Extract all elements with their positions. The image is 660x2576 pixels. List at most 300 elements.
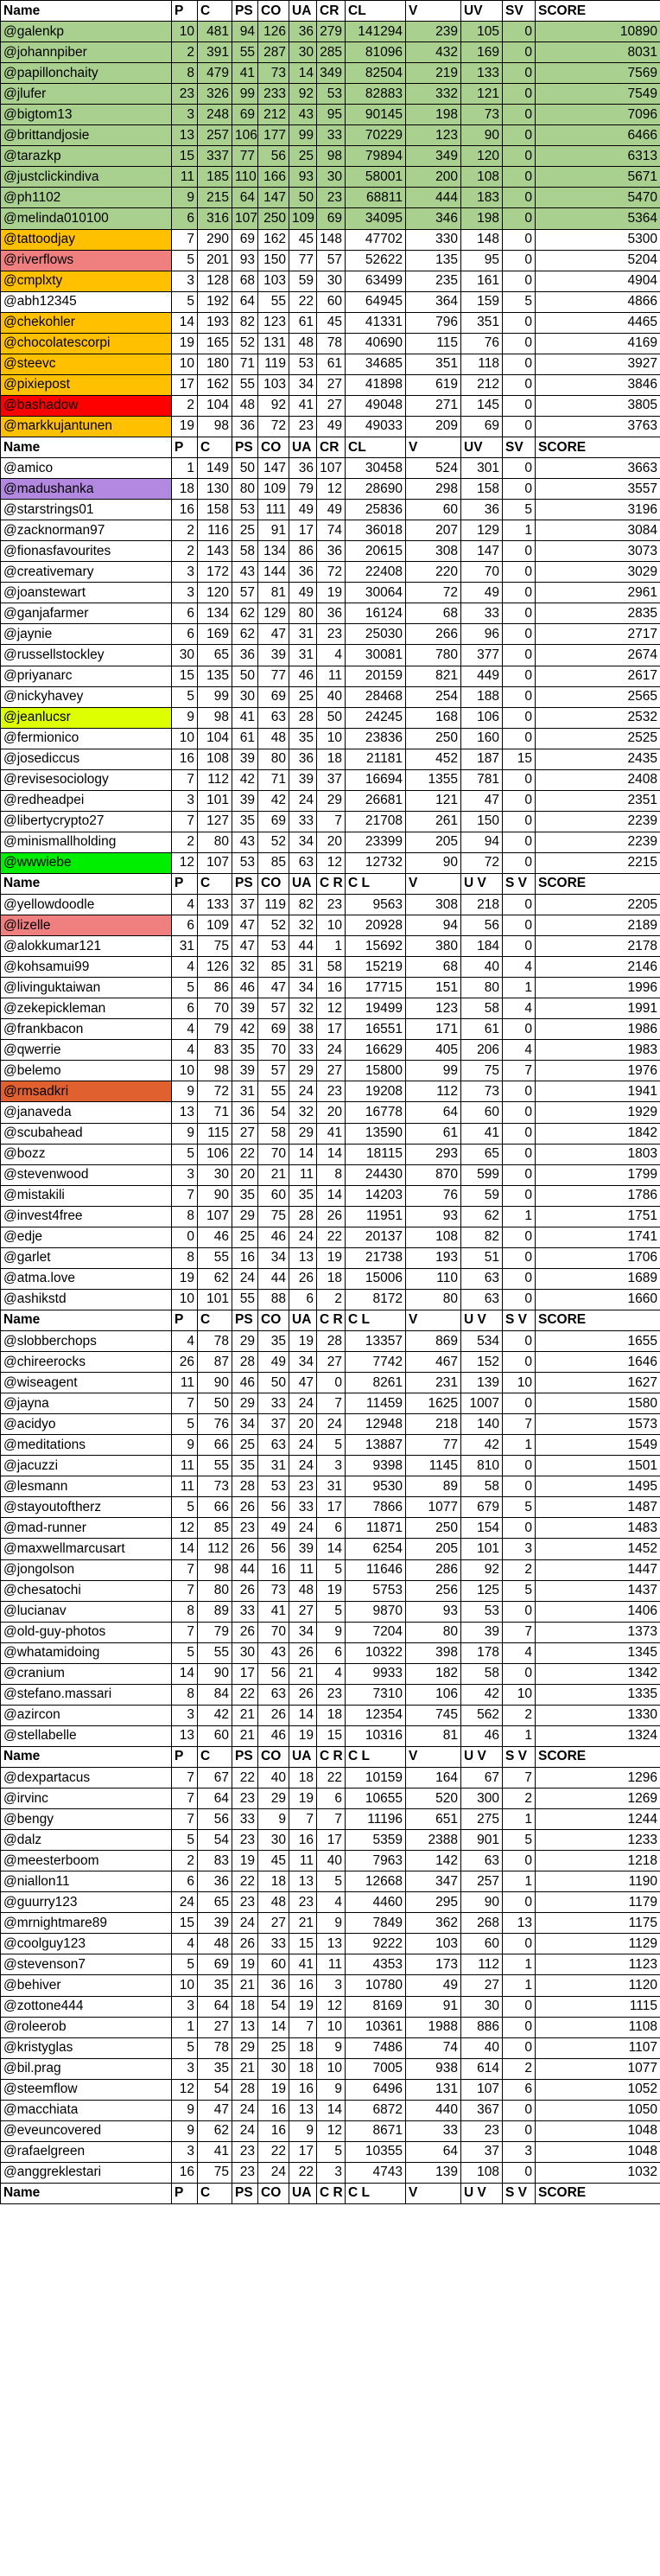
table-row (1, 1642, 660, 1663)
cell-cr: 107 (317, 458, 346, 479)
user-name-cell: @dalz (1, 1830, 172, 1851)
user-name-cell: @tarazkp (1, 146, 172, 167)
table-row (1, 1892, 660, 1913)
cell-cr: 148 (317, 229, 346, 250)
table-row (1, 583, 660, 603)
cell-ps: 110 (232, 167, 258, 188)
cell-p: 8 (172, 63, 198, 84)
cell-uv: 42 (461, 1435, 503, 1456)
column-header-c: C (198, 1310, 232, 1330)
cell-ps: 69 (232, 229, 258, 250)
cell-cl: 30064 (346, 583, 406, 603)
cell-v: 121 (406, 790, 461, 811)
cell-cl: 7866 (346, 1497, 406, 1518)
cell-ps: 16 (232, 1247, 258, 1268)
table-row (1, 1435, 660, 1456)
cell-score: 7569 (536, 63, 660, 84)
cell-sv: 0 (503, 2017, 536, 2037)
cell-p: 6 (172, 1871, 198, 1892)
user-name-cell: @behiver (1, 1975, 172, 1996)
cell-uv: 184 (461, 936, 503, 957)
cell-sv: 7 (503, 1414, 536, 1435)
cell-sv: 0 (503, 271, 536, 291)
cell-c: 47 (198, 2100, 232, 2120)
cell-ps: 55 (232, 42, 258, 63)
cell-uv: 36 (461, 500, 503, 520)
user-name-cell: @rmsadkri (1, 1081, 172, 1102)
cell-cr: 3 (317, 2162, 346, 2183)
cell-ps: 29 (232, 1206, 258, 1227)
cell-uv: 139 (461, 1373, 503, 1393)
cell-p: 8 (172, 1684, 198, 1705)
cell-co: 26 (258, 1705, 289, 1725)
cell-v: 349 (406, 146, 461, 167)
cell-p: 26 (172, 1352, 198, 1373)
cell-v: 93 (406, 1601, 461, 1622)
cell-cr: 10 (317, 915, 346, 936)
column-header-cl: C L (346, 1746, 406, 1767)
cell-ps: 29 (232, 1331, 258, 1352)
cell-p: 14 (172, 312, 198, 333)
cell-v: 870 (406, 1164, 461, 1185)
cell-uv: 67 (461, 1767, 503, 1788)
cell-ps: 99 (232, 84, 258, 105)
cell-v: 49 (406, 1975, 461, 1996)
cell-ua: 11 (289, 1164, 317, 1185)
user-name-cell: @jaynie (1, 624, 172, 645)
cell-cl: 7849 (346, 1913, 406, 1934)
cell-co: 24 (258, 2162, 289, 2183)
cell-ua: 14 (289, 1144, 317, 1164)
cell-co: 126 (258, 22, 289, 42)
cell-cl: 9222 (346, 1934, 406, 1954)
cell-ps: 42 (232, 769, 258, 790)
cell-ua: 35 (289, 1185, 317, 1206)
cell-v: 205 (406, 1539, 461, 1559)
cell-cl: 17715 (346, 978, 406, 998)
cell-ua: 79 (289, 479, 317, 500)
cell-ps: 28 (232, 1476, 258, 1497)
cell-p: 7 (172, 1559, 198, 1580)
table-row (1, 1809, 660, 1830)
cell-ps: 52 (232, 333, 258, 354)
cell-v: 80 (406, 1622, 461, 1642)
cell-cr: 50 (317, 707, 346, 728)
cell-ps: 35 (232, 1040, 258, 1061)
cell-cl: 34095 (346, 208, 406, 229)
cell-ps: 33 (232, 1601, 258, 1622)
cell-cr: 9 (317, 1622, 346, 1642)
cell-uv: 106 (461, 707, 503, 728)
cell-score: 5470 (536, 188, 660, 208)
table-row (1, 1352, 660, 1373)
cell-cl: 6496 (346, 2079, 406, 2100)
user-name-cell: @slobberchops (1, 1331, 172, 1352)
cell-c: 66 (198, 1435, 232, 1456)
cell-cl: 82883 (346, 84, 406, 105)
user-name-cell: @pixiepost (1, 374, 172, 395)
cell-co: 77 (258, 666, 289, 686)
cell-co: 73 (258, 63, 289, 84)
cell-score: 2146 (536, 957, 660, 978)
cell-co: 53 (258, 936, 289, 957)
cell-co: 39 (258, 645, 289, 666)
cell-cl: 26681 (346, 790, 406, 811)
cell-cr: 9 (317, 1913, 346, 1934)
cell-co: 41 (258, 1601, 289, 1622)
cell-score: 1190 (536, 1871, 660, 1892)
cell-uv: 46 (461, 1725, 503, 1746)
cell-co: 69 (258, 811, 289, 832)
cell-uv: 187 (461, 749, 503, 769)
cell-v: 266 (406, 624, 461, 645)
cell-cr: 31 (317, 1476, 346, 1497)
cell-co: 63 (258, 707, 289, 728)
cell-ps: 39 (232, 998, 258, 1019)
cell-uv: 150 (461, 811, 503, 832)
cell-ua: 31 (289, 957, 317, 978)
column-header-v: V (406, 1310, 461, 1330)
cell-cl: 63499 (346, 271, 406, 291)
user-name-cell: @jayna (1, 1393, 172, 1414)
cell-ps: 26 (232, 1580, 258, 1601)
cell-c: 79 (198, 1019, 232, 1040)
user-name-cell: @chekohler (1, 312, 172, 333)
cell-score: 1123 (536, 1954, 660, 1975)
cell-c: 185 (198, 167, 232, 188)
cell-v: 200 (406, 167, 461, 188)
cell-co: 43 (258, 1642, 289, 1663)
cell-p: 31 (172, 936, 198, 957)
column-header-ps: PS (232, 437, 258, 457)
cell-score: 1689 (536, 1268, 660, 1289)
cell-uv: 51 (461, 1247, 503, 1268)
table-row (1, 1725, 660, 1746)
cell-score: 2961 (536, 583, 660, 603)
column-header-c: C (198, 2183, 232, 2203)
cell-cl: 10316 (346, 1725, 406, 1746)
cell-v: 235 (406, 271, 461, 291)
cell-score: 1751 (536, 1206, 660, 1227)
cell-cl: 12732 (346, 852, 406, 873)
cell-uv: 188 (461, 686, 503, 707)
cell-v: 261 (406, 811, 461, 832)
cell-cr: 14 (317, 1144, 346, 1164)
cell-c: 64 (198, 1996, 232, 2017)
cell-c: 86 (198, 978, 232, 998)
column-header-score: SCORE (536, 1310, 660, 1330)
cell-ps: 36 (232, 645, 258, 666)
table-row (1, 1373, 660, 1393)
user-name-cell: @abh12345 (1, 291, 172, 312)
cell-ps: 19 (232, 1954, 258, 1975)
cell-p: 3 (172, 2058, 198, 2079)
user-name-cell: @azircon (1, 1705, 172, 1725)
cell-v: 432 (406, 42, 461, 63)
user-name-cell: @livinguktaiwan (1, 978, 172, 998)
cell-uv: 73 (461, 105, 503, 125)
cell-score: 5671 (536, 167, 660, 188)
cell-co: 147 (258, 188, 289, 208)
user-name-cell: @garlet (1, 1247, 172, 1268)
cell-ps: 55 (232, 374, 258, 395)
table-row (1, 624, 660, 645)
cell-cr: 53 (317, 84, 346, 105)
cell-p: 4 (172, 1934, 198, 1954)
cell-co: 60 (258, 1185, 289, 1206)
column-header-cl: C L (346, 2183, 406, 2203)
cell-score: 1495 (536, 1476, 660, 1497)
cell-v: 99 (406, 1061, 461, 1081)
cell-score: 1452 (536, 1539, 660, 1559)
cell-ua: 49 (289, 500, 317, 520)
cell-sv: 0 (503, 2120, 536, 2141)
cell-p: 3 (172, 1996, 198, 2017)
cell-ua: 36 (289, 562, 317, 583)
cell-v: 60 (406, 500, 461, 520)
cell-v: 346 (406, 208, 461, 229)
cell-sv: 0 (503, 1144, 536, 1164)
cell-ps: 28 (232, 1352, 258, 1373)
table-row (1, 2017, 660, 2037)
cell-ps: 69 (232, 105, 258, 125)
cell-v: 64 (406, 1102, 461, 1123)
column-header-score: SCORE (536, 437, 660, 457)
cell-ua: 24 (289, 1435, 317, 1456)
cell-sv: 0 (503, 22, 536, 42)
cell-ua: 39 (289, 1539, 317, 1559)
cell-score: 2565 (536, 686, 660, 707)
cell-p: 2 (172, 1851, 198, 1871)
cell-cr: 14 (317, 2100, 346, 2120)
table-row (1, 1102, 660, 1123)
cell-ua: 34 (289, 1622, 317, 1642)
cell-ua: 9 (289, 2120, 317, 2141)
cell-cr: 2 (317, 1289, 346, 1310)
cell-sv: 0 (503, 416, 536, 437)
cell-ps: 26 (232, 1539, 258, 1559)
cell-cl: 9563 (346, 895, 406, 915)
column-header-name: Name (1, 437, 172, 457)
cell-c: 78 (198, 2037, 232, 2058)
cell-cl: 7963 (346, 1851, 406, 1871)
cell-ua: 26 (289, 1684, 317, 1705)
cell-uv: 30 (461, 1996, 503, 2017)
cell-co: 52 (258, 915, 289, 936)
table-row (1, 1476, 660, 1497)
cell-cr: 19 (317, 1580, 346, 1601)
table-row (1, 1559, 660, 1580)
cell-c: 215 (198, 188, 232, 208)
cell-ps: 24 (232, 2100, 258, 2120)
cell-ua: 61 (289, 312, 317, 333)
column-header-cr: C R (317, 2183, 346, 2203)
cell-v: 131 (406, 2079, 461, 2100)
cell-sv: 0 (503, 2037, 536, 2058)
cell-ua: 63 (289, 852, 317, 873)
table-row (1, 1185, 660, 1206)
cell-ua: 41 (289, 395, 317, 416)
cell-cr: 20 (317, 1102, 346, 1123)
user-name-cell: @bigtom13 (1, 105, 172, 125)
cell-cr: 0 (317, 1373, 346, 1393)
cell-score: 1627 (536, 1373, 660, 1393)
cell-cl: 141294 (346, 22, 406, 42)
cell-cr: 4 (317, 1663, 346, 1684)
user-name-cell: @johannpiber (1, 42, 172, 63)
cell-score: 7096 (536, 105, 660, 125)
cell-c: 130 (198, 479, 232, 500)
cell-p: 2 (172, 42, 198, 63)
cell-co: 30 (258, 2058, 289, 2079)
cell-cr: 5 (317, 1871, 346, 1892)
cell-p: 7 (172, 769, 198, 790)
cell-c: 90 (198, 1663, 232, 1684)
table-row (1, 728, 660, 749)
cell-uv: 49 (461, 583, 503, 603)
cell-uv: 133 (461, 63, 503, 84)
cell-cl: 30458 (346, 458, 406, 479)
cell-sv: 2 (503, 1705, 536, 1725)
cell-c: 75 (198, 2162, 232, 2183)
cell-v: 94 (406, 915, 461, 936)
table-row (1, 1331, 660, 1352)
user-name-cell: @lesmann (1, 1476, 172, 1497)
cell-c: 337 (198, 146, 232, 167)
cell-c: 98 (198, 1061, 232, 1081)
column-header-v: V (406, 873, 461, 894)
cell-c: 76 (198, 1414, 232, 1435)
cell-score: 3927 (536, 354, 660, 374)
cell-p: 1 (172, 2017, 198, 2037)
cell-p: 5 (172, 1954, 198, 1975)
cell-uv: 810 (461, 1456, 503, 1476)
cell-ps: 53 (232, 500, 258, 520)
cell-sv: 0 (503, 1081, 536, 1102)
column-header-ua: UA (289, 1746, 317, 1767)
cell-c: 39 (198, 1913, 232, 1934)
cell-c: 41 (198, 2141, 232, 2162)
cell-uv: 121 (461, 84, 503, 105)
table-row (1, 895, 660, 915)
cell-sv: 0 (503, 395, 536, 416)
cell-sv: 1 (503, 1975, 536, 1996)
column-header-uv: U V (461, 1310, 503, 1330)
user-name-cell: @amico (1, 458, 172, 479)
cell-sv: 5 (503, 1497, 536, 1518)
cell-ps: 64 (232, 188, 258, 208)
cell-score: 3846 (536, 374, 660, 395)
cell-cl: 79894 (346, 146, 406, 167)
cell-c: 391 (198, 42, 232, 63)
cell-p: 5 (172, 686, 198, 707)
cell-ps: 71 (232, 354, 258, 374)
cell-score: 1660 (536, 1289, 660, 1310)
column-header-score: SCORE (536, 1, 660, 22)
cell-p: 15 (172, 666, 198, 686)
cell-score: 1941 (536, 1081, 660, 1102)
cell-v: 139 (406, 2162, 461, 2183)
cell-cr: 14 (317, 1539, 346, 1559)
cell-ua: 38 (289, 1019, 317, 1040)
table-row (1, 271, 660, 291)
cell-cr: 10 (317, 2017, 346, 2037)
cell-score: 6466 (536, 125, 660, 146)
table-row (1, 84, 660, 105)
cell-co: 49 (258, 1518, 289, 1539)
cell-ps: 25 (232, 1227, 258, 1247)
cell-ps: 22 (232, 1767, 258, 1788)
cell-ps: 80 (232, 479, 258, 500)
cell-co: 212 (258, 105, 289, 125)
cell-cl: 11196 (346, 1809, 406, 1830)
cell-cr: 12 (317, 479, 346, 500)
cell-co: 91 (258, 520, 289, 541)
cell-c: 98 (198, 1559, 232, 1580)
cell-v: 77 (406, 1435, 461, 1456)
cell-cr: 15 (317, 1725, 346, 1746)
cell-c: 71 (198, 1102, 232, 1123)
cell-c: 316 (198, 208, 232, 229)
cell-score: 2408 (536, 769, 660, 790)
cell-v: 440 (406, 2100, 461, 2120)
cell-ps: 57 (232, 583, 258, 603)
cell-cl: 8169 (346, 1996, 406, 2017)
cell-cl: 70229 (346, 125, 406, 146)
column-header-c: C (198, 437, 232, 457)
cell-ps: 24 (232, 1913, 258, 1934)
cell-cl: 20137 (346, 1227, 406, 1247)
cell-ua: 32 (289, 998, 317, 1019)
cell-ps: 19 (232, 1851, 258, 1871)
cell-p: 0 (172, 1227, 198, 1247)
cell-p: 14 (172, 1663, 198, 1684)
cell-cr: 17 (317, 1497, 346, 1518)
cell-p: 11 (172, 167, 198, 188)
cell-ua: 26 (289, 1642, 317, 1663)
cell-sv: 4 (503, 957, 536, 978)
cell-co: 52 (258, 832, 289, 852)
table-row (1, 1684, 660, 1705)
cell-v: 103 (406, 1934, 461, 1954)
table-row (1, 1414, 660, 1435)
cell-co: 21 (258, 1164, 289, 1185)
cell-score: 2835 (536, 603, 660, 624)
user-name-cell: @markkujantunen (1, 416, 172, 437)
cell-cr: 37 (317, 769, 346, 790)
column-header-cr: CR (317, 437, 346, 457)
user-name-cell: @wwwiebe (1, 852, 172, 873)
cell-sv: 4 (503, 1040, 536, 1061)
cell-ua: 39 (289, 769, 317, 790)
cell-p: 7 (172, 1580, 198, 1601)
cell-ps: 39 (232, 1061, 258, 1081)
cell-p: 1 (172, 458, 198, 479)
cell-uv: 159 (461, 291, 503, 312)
cell-ps: 68 (232, 271, 258, 291)
column-header-v: V (406, 437, 461, 457)
cell-score: 1483 (536, 1518, 660, 1539)
cell-p: 16 (172, 2162, 198, 2183)
cell-cr: 10 (317, 728, 346, 749)
cell-sv: 0 (503, 1518, 536, 1539)
cell-uv: 140 (461, 1414, 503, 1435)
cell-uv: 886 (461, 2017, 503, 2037)
cell-ua: 19 (289, 1789, 317, 1809)
cell-cr: 3 (317, 1456, 346, 1476)
cell-p: 3 (172, 790, 198, 811)
cell-ua: 24 (289, 1456, 317, 1476)
